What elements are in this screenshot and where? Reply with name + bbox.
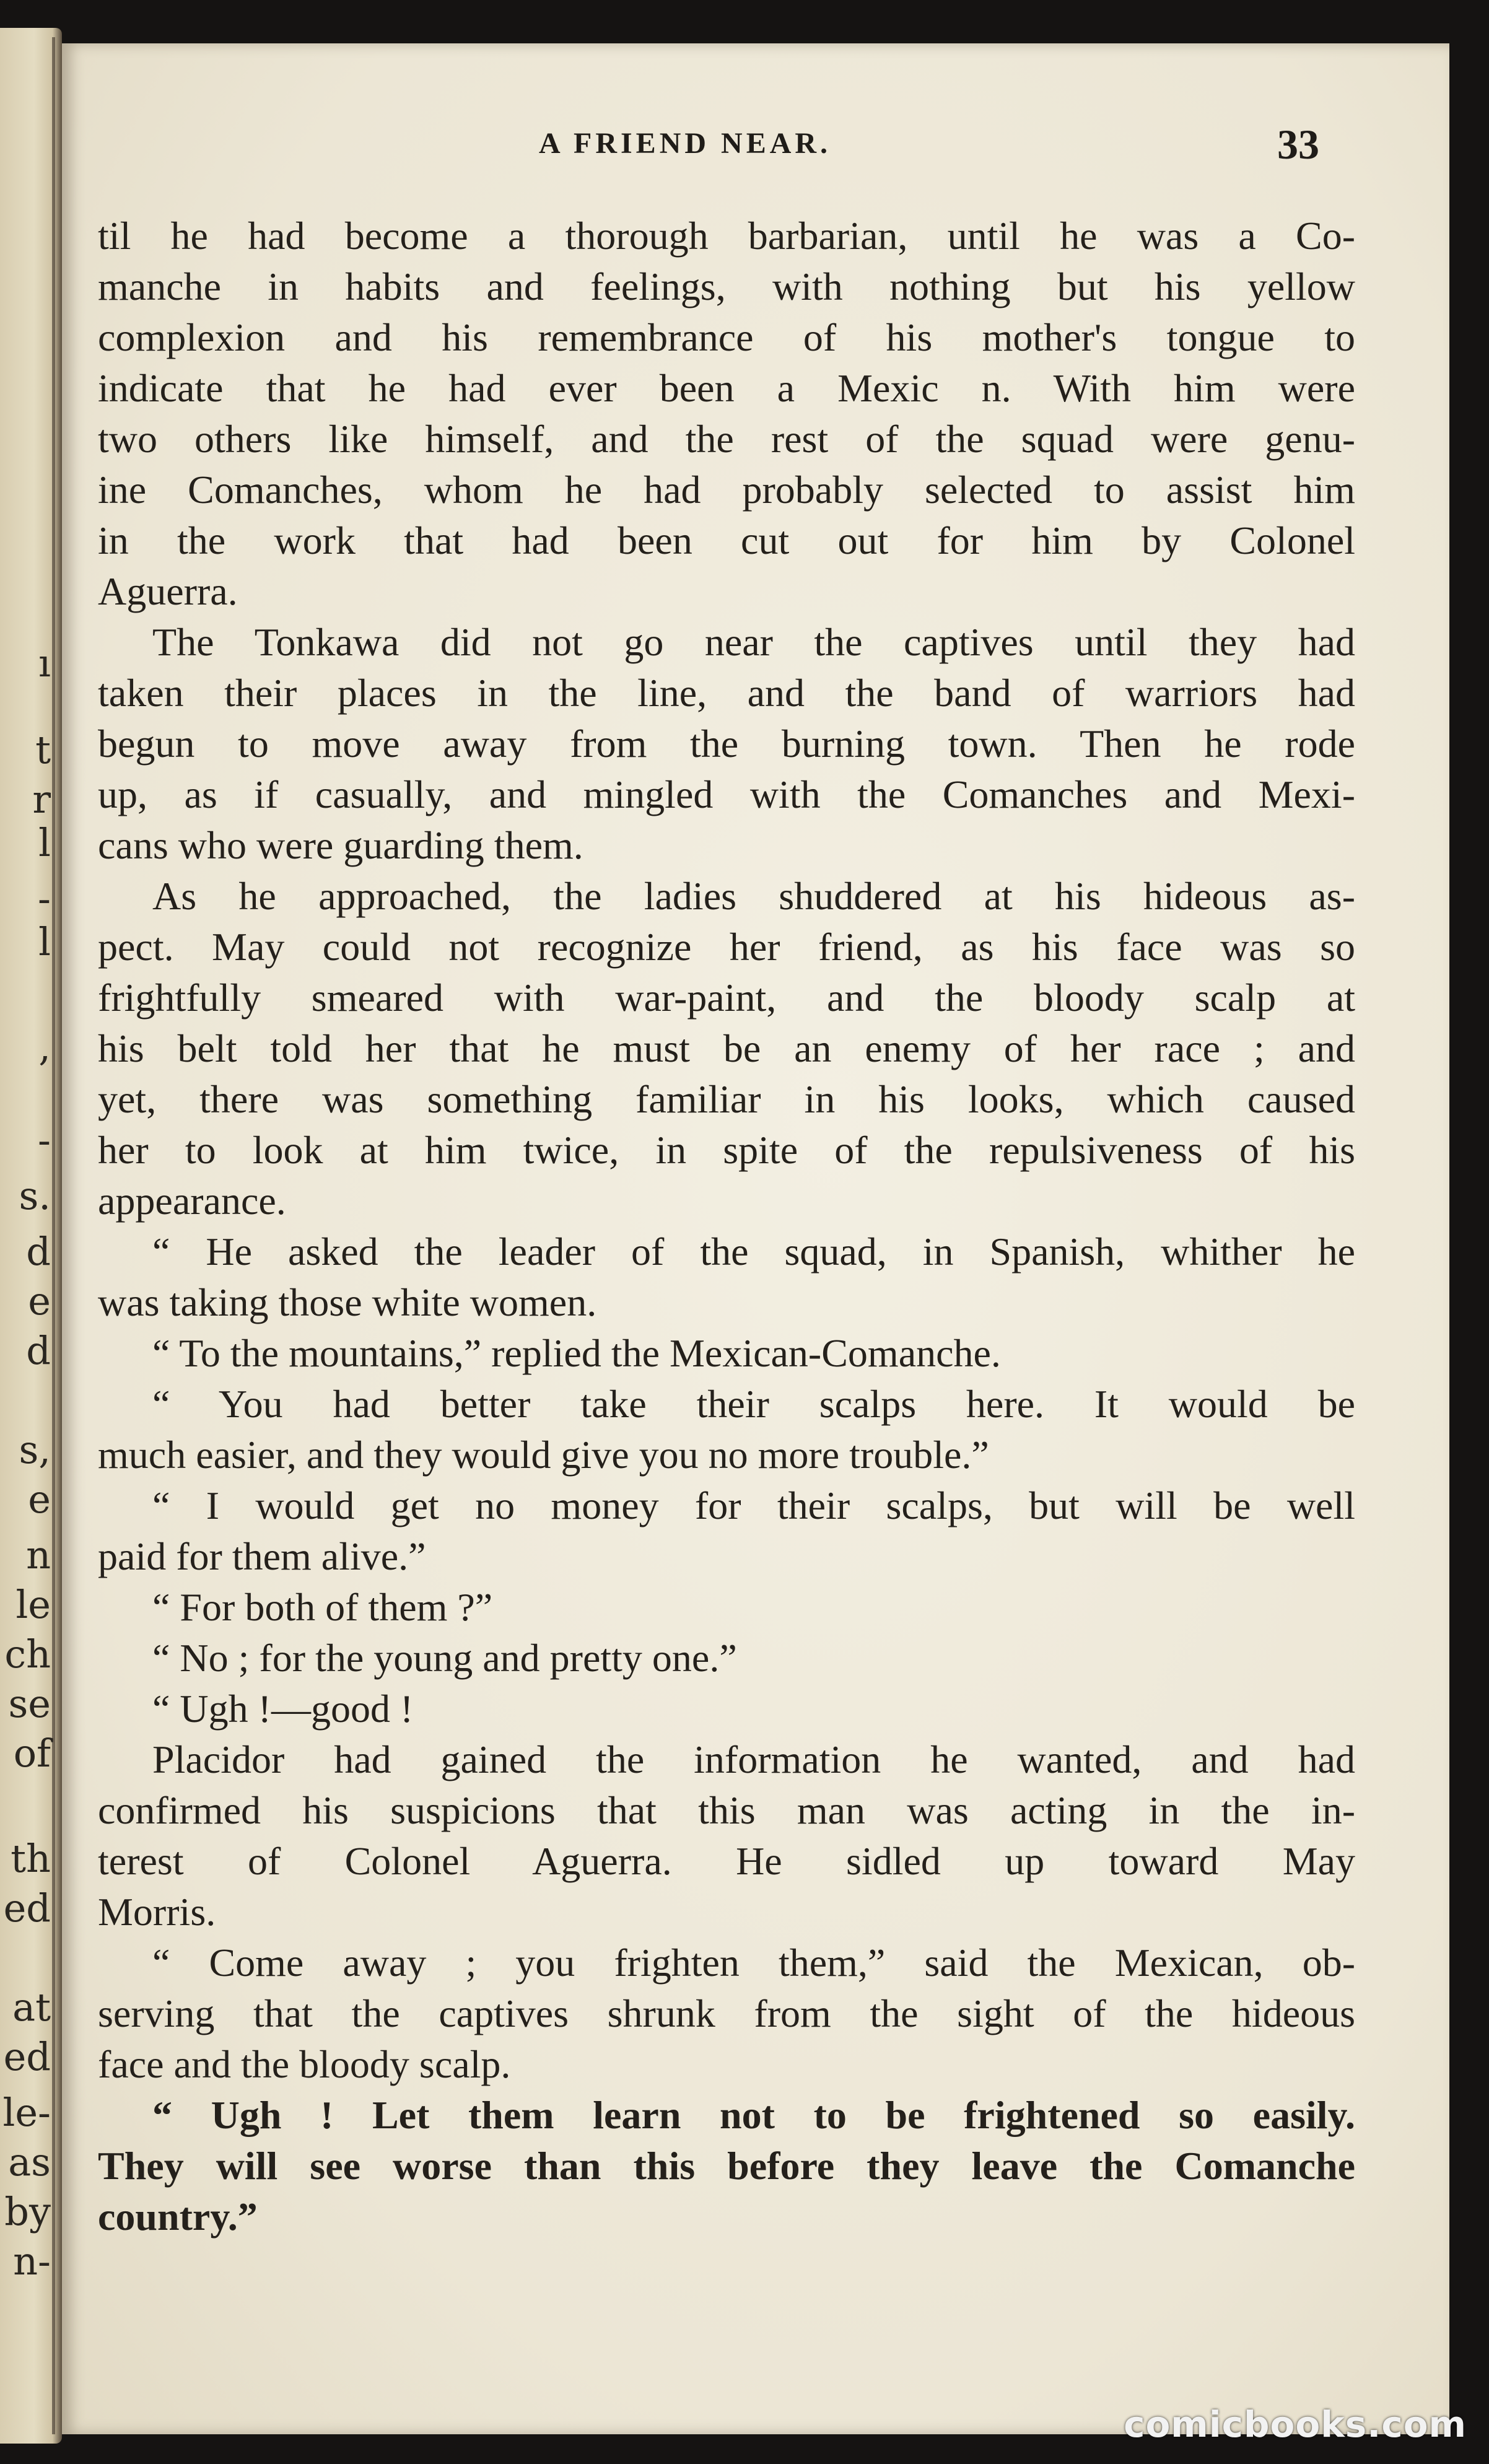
margin-fragment: r bbox=[32, 777, 51, 822]
text-line: Placidor had gained the information he wanted, and had bbox=[152, 1737, 1355, 1781]
text-line: terest of Colonel Aguerra. He sidled up toward May bbox=[98, 1839, 1355, 1883]
text-line: “ No ; for the young and pretty one.” bbox=[152, 1636, 737, 1680]
text-line: in the work that had been cut out for him by Colonel bbox=[98, 518, 1355, 562]
text-line: “ Come away ; you frighten them,” said the Mexican, ob- bbox=[152, 1941, 1355, 1985]
text-line: country.” bbox=[98, 2195, 258, 2239]
margin-fragment: e bbox=[28, 1278, 51, 1324]
margin-fragment: n- bbox=[13, 2239, 51, 2284]
book-page bbox=[62, 43, 1449, 2434]
text-line: her to look at him twice, in spite of the repulsiveness of his bbox=[98, 1128, 1355, 1172]
margin-fragment: d bbox=[26, 1229, 51, 1274]
text-line: “ You had better take their scalps here. It would be bbox=[152, 1382, 1355, 1426]
margin-fragment: by bbox=[4, 2189, 51, 2234]
text-line: “ I would get no money for their scalps, but will be well bbox=[152, 1483, 1355, 1527]
margin-fragment: th bbox=[11, 1836, 51, 1881]
text-line: begun to move away from the burning town. Then he rode bbox=[98, 722, 1355, 766]
text-line: “ He asked the leader of the squad, in Spanish, whither he bbox=[152, 1230, 1355, 1274]
text-line: They will see worse than this before they leave the Comanche bbox=[98, 2144, 1355, 2188]
margin-fragment: ed bbox=[3, 1885, 51, 1931]
margin-fragment: as bbox=[8, 2139, 51, 2185]
text-line: “ For both of them ?” bbox=[152, 1585, 493, 1629]
text-line: “ Ugh ! Let them learn not to be frightened so easily. bbox=[152, 2093, 1355, 2137]
margin-fragment: t bbox=[35, 727, 51, 772]
text-line: paid for them alive.” bbox=[98, 1534, 426, 1578]
text-line: complexion and his remembrance of his mother's tongue to bbox=[98, 315, 1355, 359]
text-line: confirmed his suspicions that this man was acting in the in- bbox=[98, 1788, 1355, 1832]
text-line: taken their places in the line, and the band of warriors had bbox=[98, 671, 1355, 715]
text-line: Morris. bbox=[98, 1890, 216, 1934]
text-line: til he had become a thorough barbarian, until he was a Co- bbox=[98, 214, 1355, 258]
text-line: The Tonkawa did not go near the captives until they had bbox=[152, 620, 1355, 664]
watermark: comicbooks.com bbox=[1124, 2403, 1467, 2445]
page-number: 33 bbox=[1277, 121, 1319, 168]
margin-fragment: ed bbox=[3, 2034, 51, 2079]
text-line: appearance. bbox=[98, 1179, 286, 1223]
margin-fragment: ı bbox=[38, 640, 51, 686]
running-title: A FRIEND NEAR. bbox=[539, 127, 832, 160]
text-line: As he approached, the ladies shuddered at his hideous as- bbox=[152, 874, 1355, 918]
text-line: indicate that he had ever been a Mexic n. With him were bbox=[98, 366, 1355, 410]
margin-fragment: n bbox=[26, 1532, 51, 1578]
margin-fragment: s. bbox=[19, 1173, 51, 1218]
running-header bbox=[62, 121, 1449, 180]
facing-page-cut-text bbox=[0, 0, 62, 2464]
text-line: up, as if casually, and mingled with the Comanches and Mexi- bbox=[98, 772, 1355, 816]
margin-fragment: d bbox=[26, 1328, 51, 1373]
margin-fragment: se bbox=[8, 1681, 51, 1726]
text-line: manche in habits and feelings, with nothing but his yellow bbox=[98, 264, 1355, 308]
margin-fragment: at bbox=[12, 1985, 51, 2030]
text-line: much easier, and they would give you no more trouble.” bbox=[98, 1433, 989, 1477]
text-line: frightfully smeared with war-paint, and the bloody scalp at bbox=[98, 976, 1355, 1020]
text-line: pect. May could not recognize her friend, as his face was so bbox=[98, 925, 1355, 969]
text-line: “ Ugh !—good ! bbox=[152, 1687, 414, 1731]
text-line: serving that the captives shrunk from the sight of the hideous bbox=[98, 1991, 1355, 2035]
text-line: yet, there was something familiar in his looks, which caused bbox=[98, 1077, 1355, 1121]
margin-fragment: le- bbox=[2, 2090, 51, 2135]
margin-fragment: ch bbox=[4, 1632, 51, 1677]
text-line: cans who were guarding them. bbox=[98, 823, 583, 867]
margin-fragment: - bbox=[38, 876, 51, 921]
text-line: “ To the mountains,” replied the Mexican-Comanche. bbox=[152, 1331, 1001, 1375]
margin-fragment: - bbox=[38, 1117, 51, 1163]
text-line: face and the bloody scalp. bbox=[98, 2042, 511, 2086]
margin-fragment: of bbox=[13, 1731, 51, 1776]
margin-fragment: le bbox=[15, 1582, 51, 1627]
text-line: ine Comanches, whom he had probably selected to assist him bbox=[98, 468, 1355, 512]
margin-fragment: s, bbox=[19, 1427, 51, 1472]
margin-fragment: l bbox=[38, 919, 51, 964]
text-line: two others like himself, and the rest of the squad were genu- bbox=[98, 417, 1355, 461]
text-line: Aguerra. bbox=[98, 569, 238, 613]
margin-fragment: l bbox=[38, 820, 51, 865]
text-line: his belt told her that he must be an enemy of her race ; and bbox=[98, 1026, 1355, 1070]
text-line: was taking those white women. bbox=[98, 1280, 597, 1324]
margin-fragment: , bbox=[38, 1024, 51, 1070]
margin-fragment: e bbox=[28, 1477, 51, 1522]
